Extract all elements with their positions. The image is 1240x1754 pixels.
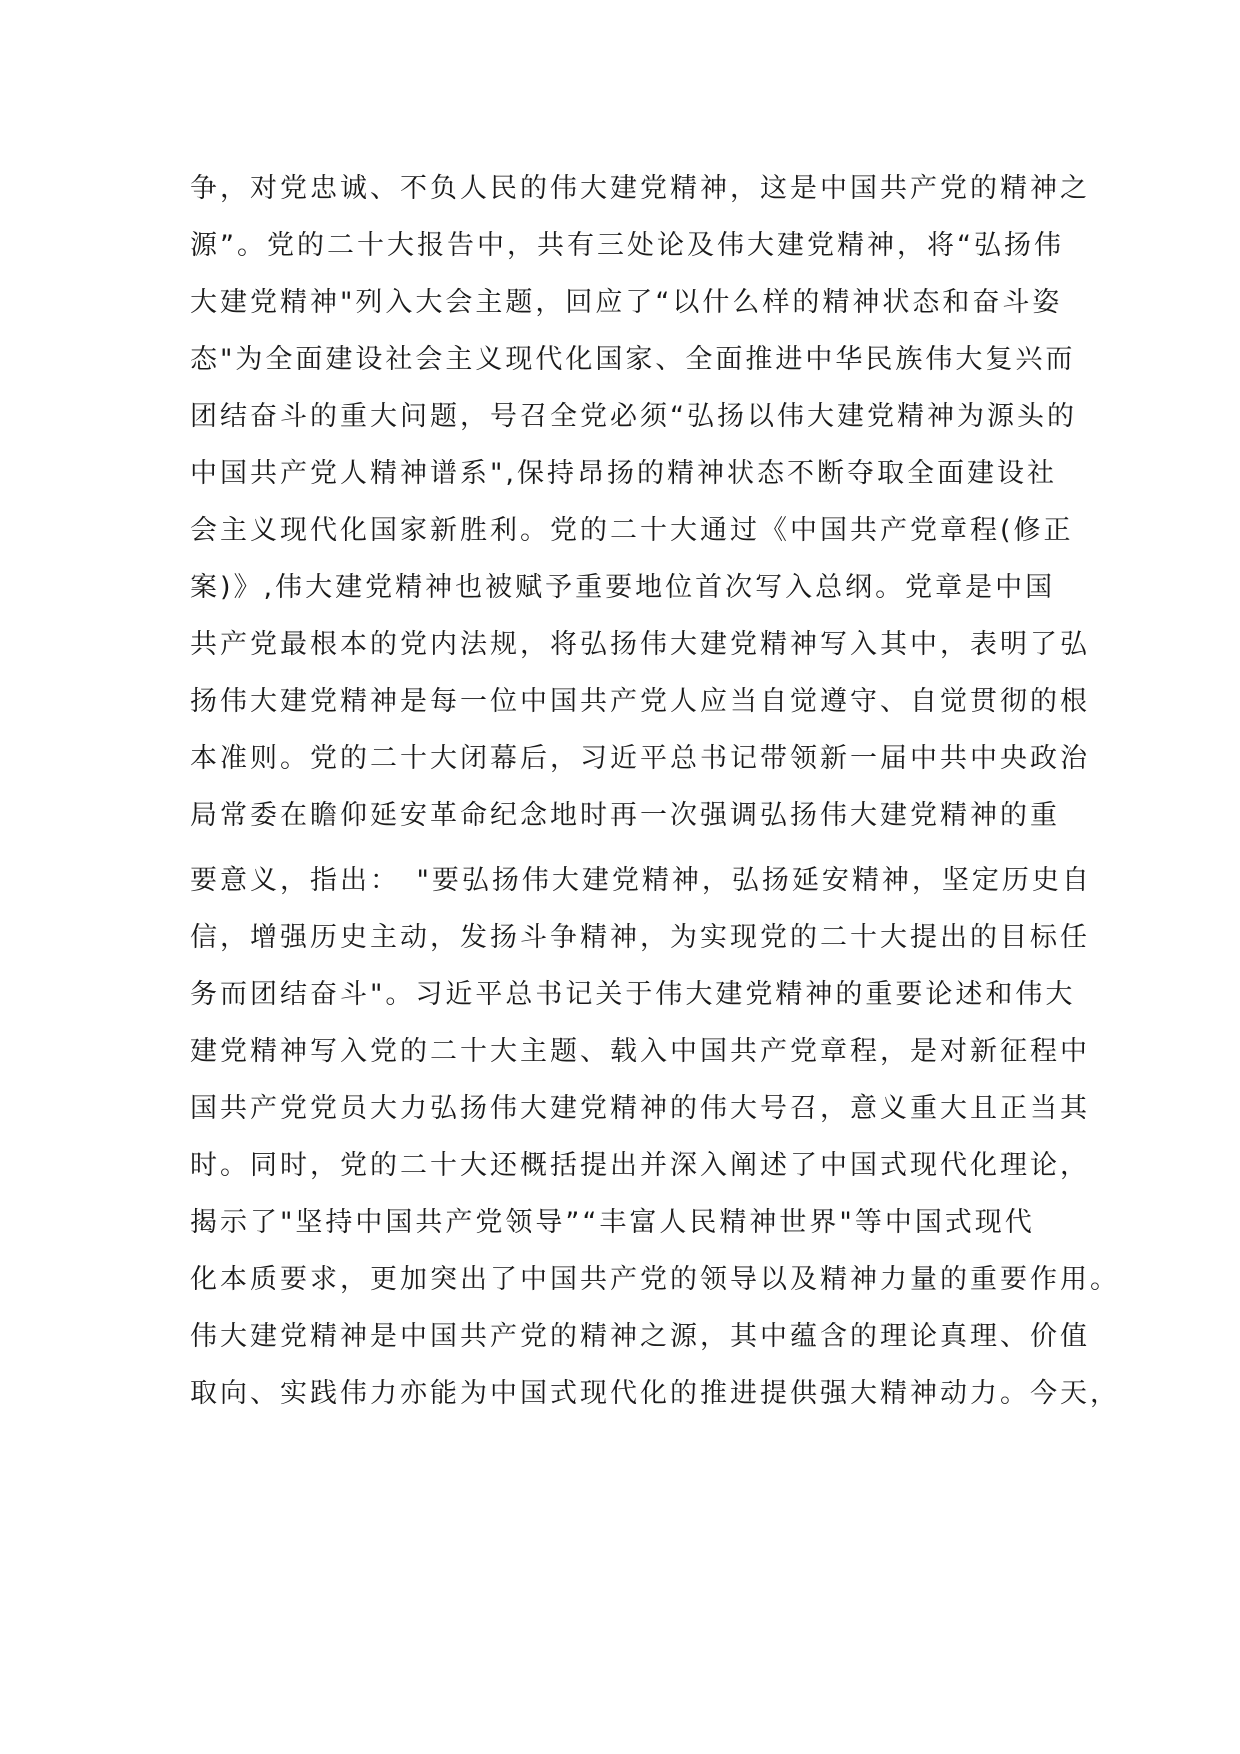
body-text	[190, 160, 1120, 1422]
text-line: 要意义，指出： "要弘扬伟大建党精神，弘扬延安精神，坚定历史自	[190, 865, 1092, 896]
text-line: 会主义现代化国家新胜利。党的二十大通过《中国共产党章程(修正	[190, 515, 1074, 546]
text-line: 本准则。党的二十大闭幕后，习近平总书记带领新一届中共中央政治	[190, 743, 1090, 774]
text-line: 共产党最根本的党内法规，将弘扬伟大建党精神写入其中，表明了弘	[190, 629, 1090, 660]
text-line: 揭示了"坚持中国共产党领导”“丰富人民精神世界"等中国式现代	[190, 1207, 1035, 1238]
text-line: 案)》,伟大建党精神也被赋予重要地位首次写入总纲。党章是中国	[190, 572, 1056, 603]
text-line: 局常委在瞻仰延安革命纪念地时再一次强调弘扬伟大建党精神的重	[190, 800, 1060, 831]
text-line: 中国共产党人精神谱系",保持昂扬的精神状态不断夺取全面建设社	[190, 458, 1058, 489]
text-line: 务而团结奋斗"。习近平总书记关于伟大建党精神的重要论述和伟大	[190, 979, 1076, 1010]
text-line: 大建党精神"列入大会主题，回应了“以什么样的精神状态和奋斗姿	[190, 287, 1063, 318]
text-line: 扬伟大建党精神是每一位中国共产党人应当自觉遵守、自觉贯彻的根	[190, 686, 1090, 717]
text-line: 态"为全面建设社会主义现代化国家、全面推进中华民族伟大复兴而	[190, 344, 1076, 375]
text-line: 建党精神写入党的二十大主题、载入中国共产党章程，是对新征程中	[190, 1036, 1090, 1067]
text-line: 争，对党忠诚、不负人民的伟大建党精神，这是中国共产党的精神之	[190, 173, 1090, 204]
text-line: 时。同时，党的二十大还概括提出并深入阐述了中国式现代化理论，	[190, 1150, 1090, 1181]
text-line: 源”。党的二十大报告中，共有三处论及伟大建党精神，将“弘扬伟	[190, 230, 1064, 261]
text-line: 信，增强历史主动，发扬斗争精神，为实现党的二十大提出的目标任	[190, 922, 1090, 953]
text-line: 国共产党党员大力弘扬伟大建党精神的伟大号召，意义重大且正当其	[190, 1093, 1090, 1124]
text-line: 伟大建党精神是中国共产党的精神之源，其中蕴含的理论真理、价值	[190, 1321, 1090, 1352]
text-line: 化本质要求，更加突出了中国共产党的领导以及精神力量的重要作用。	[190, 1264, 1120, 1295]
text-line: 取向、实践伟力亦能为中国式现代化的推进提供强大精神动力。今天，	[190, 1378, 1120, 1409]
text-line: 团结奋斗的重大问题，号召全党必须“弘扬以伟大建党精神为源头的	[190, 401, 1077, 432]
